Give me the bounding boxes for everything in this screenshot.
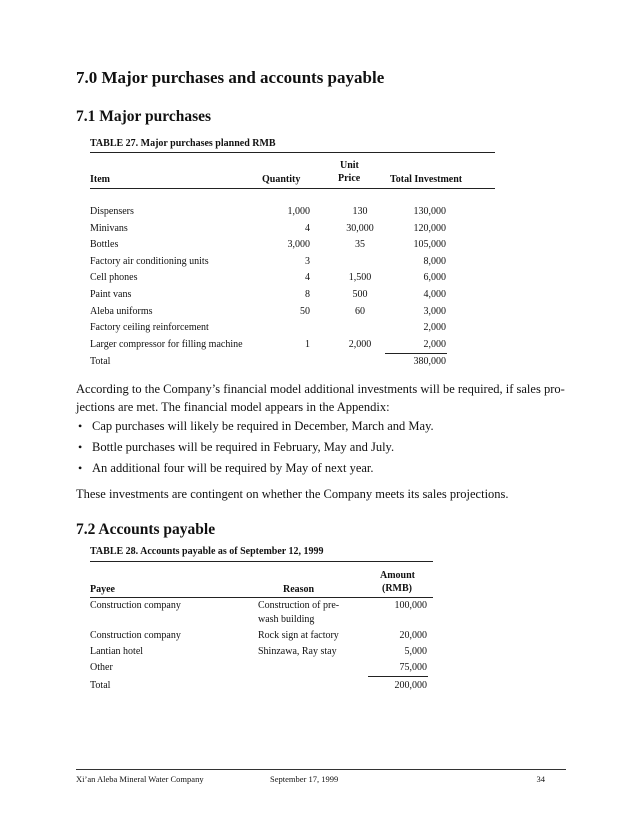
table28-cell-amount: 5,000 [404, 646, 427, 657]
table28-cell-reason: Rock sign at factory [258, 630, 339, 641]
table27-header-rule [90, 188, 495, 189]
table27-cell-quantity: 1 [305, 339, 310, 350]
table28-header-payee: Payee [90, 584, 115, 595]
bullet-item-2: Bottle purchases will be required in February, May and July. [92, 440, 395, 454]
table28-cell-reason: Shinzawa, Ray stay [258, 646, 337, 657]
table27-cell-item: Paint vans [90, 289, 132, 300]
table28-header-rule [90, 597, 433, 598]
table27-cell-total: 8,000 [423, 256, 446, 267]
table28-header-amount: Amount [380, 570, 416, 581]
footer-company: Xi’an Aleba Mineral Water Company [76, 774, 204, 784]
table27-cell-item: Minivans [90, 223, 128, 234]
table27-cell-total: 3,000 [423, 306, 446, 317]
table27-header-total: Total Investment [390, 174, 463, 185]
table27-cell-total: 105,000 [413, 239, 446, 250]
bullet-dot-icon: • [78, 419, 83, 433]
table28-cell-amount: 100,000 [394, 600, 427, 611]
table28-cell-payee: Construction company [90, 600, 181, 611]
footer-rule [76, 769, 566, 770]
table27-cell-price: 30,000 [346, 223, 374, 234]
table28-cell-amount: 20,000 [399, 630, 427, 641]
paragraph-1-line-1: According to the Company’s financial model additional investments will be required, if sales pro- [76, 382, 565, 396]
table28-cell-payee: Lantian hotel [90, 646, 144, 657]
table27-cell-quantity: 8 [305, 289, 310, 300]
bullet-dot-icon: • [78, 440, 83, 454]
table28-cell-amount: 75,000 [399, 662, 427, 673]
table27-total-label: Total [90, 356, 111, 367]
table27-cell-total: 6,000 [423, 272, 446, 283]
table28-cell-reason-cont: wash building [258, 614, 315, 625]
table27-cell-price: 500 [352, 289, 368, 300]
table28-cell-reason: Construction of pre- [258, 600, 340, 611]
table27-cell-quantity: 1,000 [287, 206, 310, 217]
table27-cell-price: 130 [352, 206, 368, 217]
table28-top-rule [90, 561, 433, 562]
paragraph-1-line-2: jections are met. The financial model appears in the Appendix: [76, 400, 390, 414]
table27-cell-total: 2,000 [423, 322, 446, 333]
table28-total-label: Total [90, 680, 111, 691]
bullet-item-1: Cap purchases will likely be required in December, March and May. [92, 419, 434, 433]
table27-cell-item: Factory ceiling reinforcement [90, 322, 209, 333]
footer-date: September 17, 1999 [270, 774, 339, 784]
table27-header-price: Price [338, 173, 361, 184]
table28-header-rmb: (RMB) [382, 583, 412, 594]
table27-cell-price: 1,500 [348, 272, 372, 283]
section-7-2-heading: 7.2 Accounts payable [76, 521, 216, 538]
table27-cell-item: Bottles [90, 239, 119, 250]
bullet-item-3: An additional four will be required by May of next year. [92, 461, 374, 475]
table27-cell-quantity: 3,000 [287, 239, 310, 250]
bullet-dot-icon: • [78, 461, 83, 475]
table27-cell-total: 4,000 [423, 289, 446, 300]
table28-header-reason: Reason [283, 584, 315, 595]
table28-cell-payee: Other [90, 662, 113, 673]
table27-cell-price: 35 [355, 239, 365, 250]
footer-page-number: 34 [536, 774, 545, 784]
table27-cell-price: 60 [355, 306, 365, 317]
table27-cell-item: Cell phones [90, 272, 138, 283]
table27-cell-quantity: 4 [305, 272, 310, 283]
table28-caption: TABLE 28. Accounts payable as of September 12, 1999 [90, 546, 324, 557]
table27-header-item: Item [90, 174, 110, 185]
section-7-1-heading: 7.1 Major purchases [76, 108, 212, 125]
table27-caption: TABLE 27. Major purchases planned RMB [90, 138, 276, 149]
table28-cell-payee: Construction company [90, 630, 181, 641]
table27-top-rule [90, 152, 495, 153]
table28-total-rule [368, 676, 428, 677]
table27-cell-item: Aleba uniforms [90, 306, 153, 317]
table27-cell-price: 2,000 [348, 339, 372, 350]
table27-cell-item: Larger compressor for filling machine [90, 339, 243, 350]
table27-cell-quantity: 3 [305, 256, 310, 267]
table27-cell-item: Dispensers [90, 206, 134, 217]
table27-header-unit: Unit [340, 160, 359, 171]
table27-cell-item: Factory air conditioning units [90, 256, 209, 267]
table27-cell-total: 2,000 [423, 339, 446, 350]
table27-header-quantity: Quantity [262, 174, 301, 185]
table27-cell-total: 120,000 [413, 223, 446, 234]
table27-cell-quantity: 50 [300, 306, 310, 317]
table27-total-value: 380,000 [413, 356, 446, 367]
table28-total-value: 200,000 [394, 680, 427, 691]
table27-cell-quantity: 4 [305, 223, 310, 234]
table27-cell-total: 130,000 [413, 206, 446, 217]
table27-total-rule [385, 353, 447, 354]
section-7-0-heading: 7.0 Major purchases and accounts payable [76, 68, 385, 87]
paragraph-2: These investments are contingent on whether the Company meets its sales projections. [76, 487, 509, 501]
